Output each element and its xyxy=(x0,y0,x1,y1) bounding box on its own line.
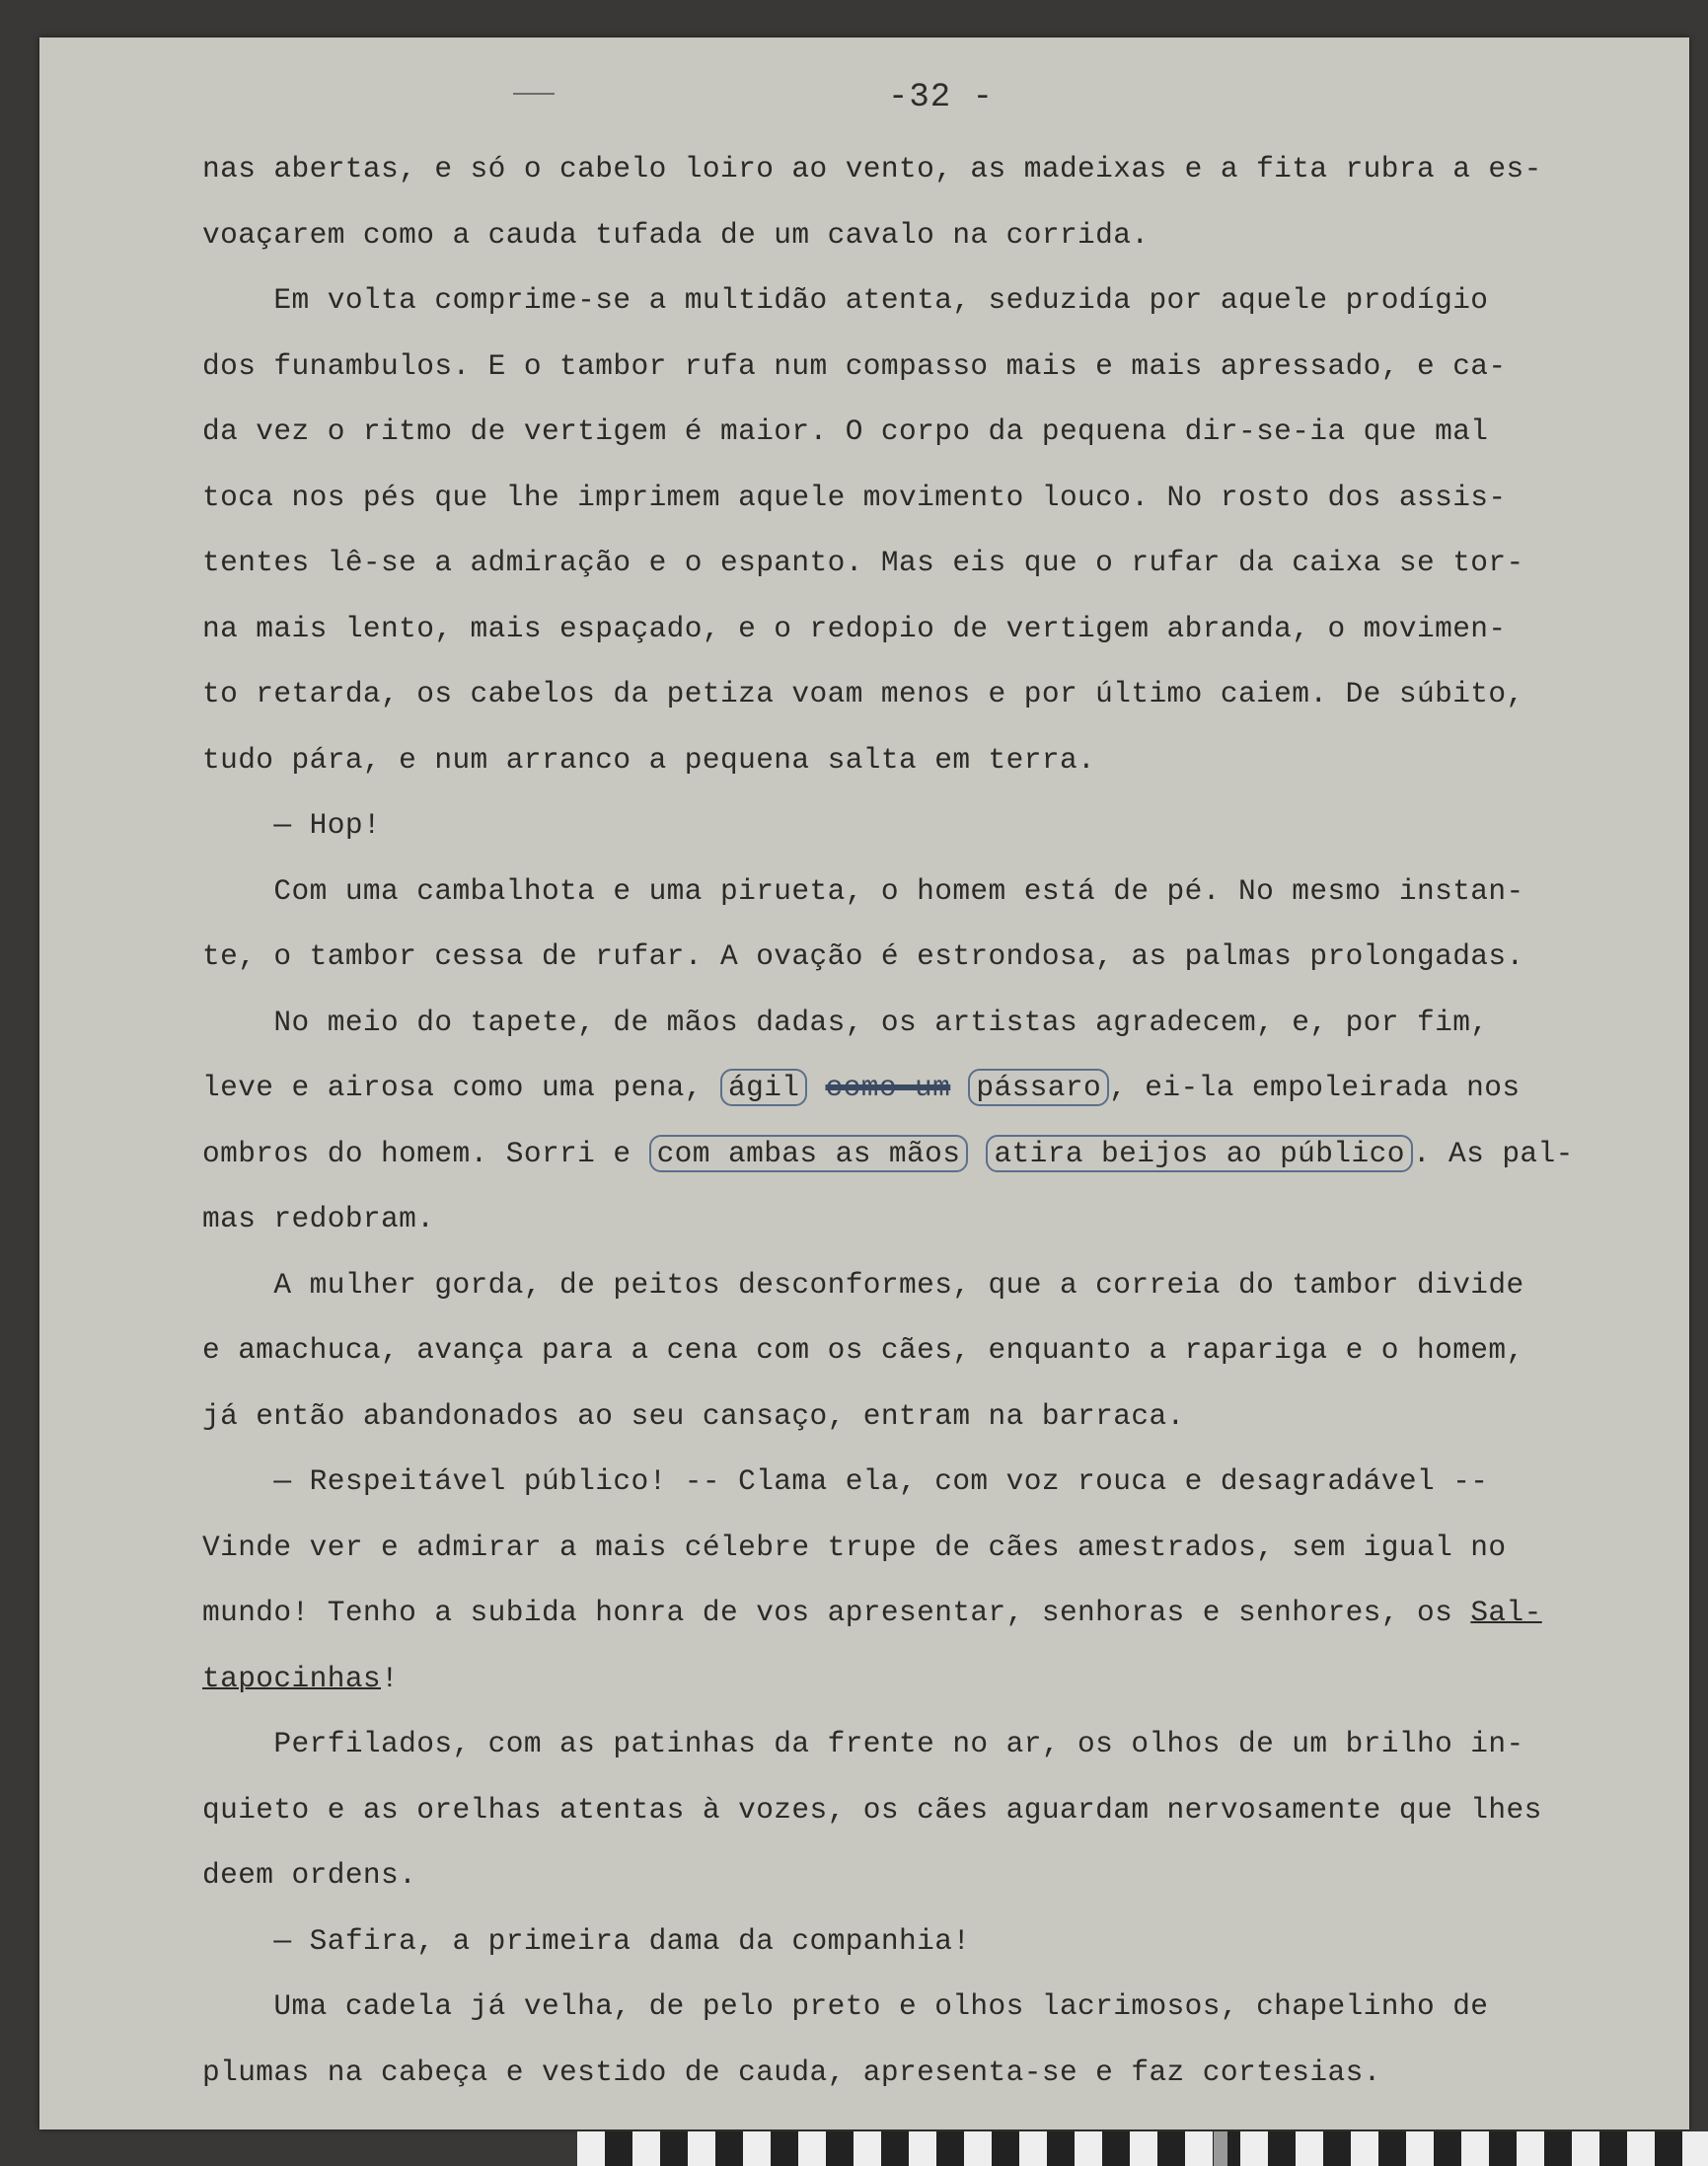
text-line: A mulher gorda, de peitos desconformes, que a correia do tambor divide xyxy=(202,1267,1524,1302)
underlined-name: Sal- xyxy=(1470,1596,1542,1629)
text-line: to retarda, os cabelos da petiza voam menos e por último caiem. De súbito, xyxy=(202,677,1524,710)
text-line: te, o tambor cessa de rufar. A ovação é estrondosa, as palmas prolongadas. xyxy=(202,939,1524,973)
typed-text xyxy=(202,136,1689,2105)
text-line: voaçarem como a cauda tufada de um cavalo na corrida. xyxy=(202,217,1150,252)
text-line: deem ordens. xyxy=(202,1858,417,1892)
page-number: -32 - xyxy=(888,79,995,116)
text-line: da vez o ritmo de vertigem é maior. O corpo da pequena dir-se-ia que mal xyxy=(202,414,1489,448)
text-line: tentes lê-se a admiração e o espanto. Mas eis que o rufar da caixa se tor- xyxy=(202,546,1524,579)
text-segment: ombros do homem. Sorri e xyxy=(202,1136,649,1170)
text-segment: ! xyxy=(381,1661,400,1695)
text-line: plumas na cabeça e vestido de cauda, apresenta-se e faz cortesias. xyxy=(202,2054,1381,2089)
text-line: Perfilados, com as patinhas da frente no ar, os olhos de um brilho in- xyxy=(202,1727,1524,1760)
text-segment: . As pal- xyxy=(1412,1136,1574,1170)
underlined-name: tapocinhas xyxy=(202,1661,382,1695)
circled-phrase: atira beijos ao público xyxy=(986,1135,1412,1172)
text-line: Em volta comprime-se a multidão atenta, seduzida por aquele prodígio xyxy=(202,283,1489,317)
circled-word: pássaro xyxy=(968,1069,1109,1106)
text-line xyxy=(202,1646,1689,1712)
text-line: Vinde ver e admirar a mais célebre trupe de cães amestrados, sem igual no xyxy=(202,1530,1507,1564)
pencil-mark xyxy=(513,93,555,95)
text-line: mas redobram. xyxy=(202,1202,435,1235)
circled-phrase: com ambas as mãos xyxy=(649,1135,969,1172)
text-line: e amachuca, avança para a cena com os cães, enquanto a rapariga e o homem, xyxy=(202,1333,1524,1367)
circled-insertion: ágil xyxy=(720,1069,807,1106)
text-line: — Safira, a primeira dama da companhia! xyxy=(202,1923,971,1958)
text-line-with-edits xyxy=(202,1121,1689,1187)
text-segment: mundo! Tenho a subida honra de vos apresentar, senhoras e senhores, os xyxy=(202,1596,1471,1629)
text-line xyxy=(202,1580,1689,1646)
text-line: na mais lento, mais espaçado, e o redopio de vertigem abranda, o movimen- xyxy=(202,611,1507,645)
text-line: quieto e as orelhas atentas à vozes, os cães aguardam nervosamente que lhes xyxy=(202,1792,1542,1827)
text-segment: leve e airosa como uma pena, xyxy=(202,1071,720,1104)
text-segment: , ei-la empoleirada nos xyxy=(1109,1071,1521,1104)
scale-ruler xyxy=(577,2131,1708,2166)
text-line: dos funambulos. E o tambor rufa num compasso mais e mais apressado, e ca- xyxy=(202,348,1507,383)
text-line: tudo pára, e num arranco a pequena salta em terra. xyxy=(202,742,1096,777)
document-page xyxy=(39,37,1689,2129)
text-line: toca nos pés que lhe imprimem aquele movimento louco. No rosto dos assis- xyxy=(202,480,1507,514)
text-line: já então abandonados ao seu cansaço, entram na barraca. xyxy=(202,1398,1185,1433)
scale-ruler-marker xyxy=(1214,2131,1227,2166)
text-line: nas abertas, e só o cabelo loiro ao vento, as madeixas e a fita rubra a es- xyxy=(202,152,1542,186)
text-line: No meio do tapete, de mãos dadas, os artistas agradecem, e, por fim, xyxy=(202,1005,1489,1039)
text-line: — Hop! xyxy=(202,808,382,842)
struck-text: como um xyxy=(825,1071,951,1104)
text-line: Uma cadela já velha, de pelo preto e olhos lacrimosos, chapelinho de xyxy=(202,1989,1489,2023)
text-line: Com uma cambalhota e uma pirueta, o homem está de pé. No mesmo instan- xyxy=(202,873,1524,908)
text-line-with-edits xyxy=(202,1055,1689,1121)
text-line: — Respeitável público! -- Clama ela, com voz rouca e desagradável -- xyxy=(202,1464,1489,1498)
